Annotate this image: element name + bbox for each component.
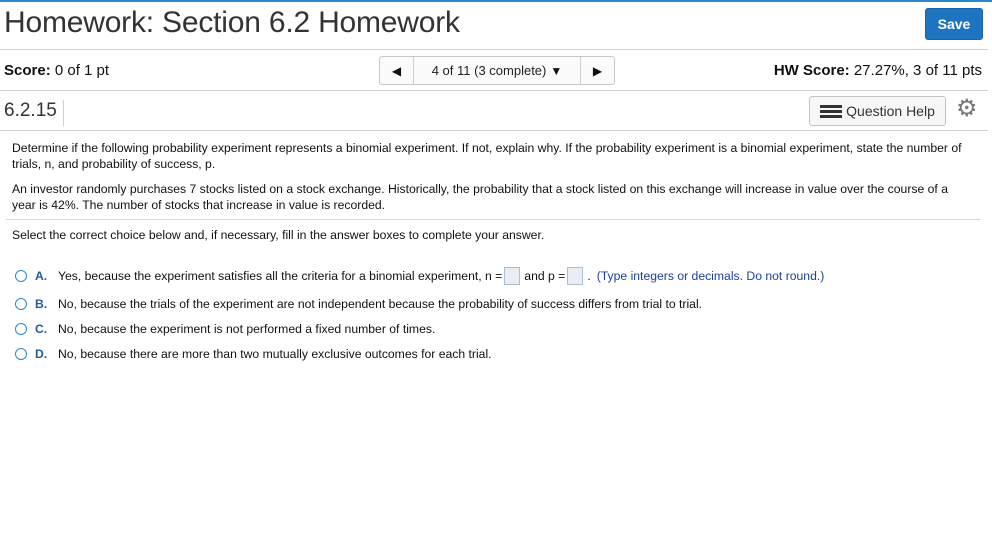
- page-title: Homework: Section 6.2 Homework: [4, 6, 460, 39]
- choice-a-letter: A.: [35, 269, 48, 283]
- list-icon: [820, 105, 842, 118]
- choice-d-radio[interactable]: [15, 348, 27, 360]
- question-header-divider: [0, 130, 988, 131]
- choice-b[interactable]: [15, 295, 702, 313]
- choice-b-letter: B.: [35, 297, 48, 311]
- caret-down-icon: ▼: [550, 63, 563, 78]
- previous-question-button[interactable]: [380, 57, 414, 84]
- choice-b-radio[interactable]: [15, 298, 27, 310]
- question-position: 4 of 11 (3 complete): [431, 63, 547, 78]
- p-answer-box[interactable]: [567, 267, 583, 285]
- choice-a[interactable]: [15, 267, 824, 285]
- header-divider: [0, 49, 988, 50]
- question-navigator: [379, 56, 615, 85]
- choice-c-letter: C.: [35, 322, 48, 336]
- choice-a-text-after: .: [587, 269, 591, 283]
- instructions-text: Determine if the following probability experiment represents a binomial experiment. If not, explain why. If the probability experiment is a binomial experiment, state the number of trials, n, and probability of success, p.: [12, 141, 962, 171]
- top-accent-line: [0, 0, 992, 2]
- save-button[interactable]: Save: [925, 8, 983, 40]
- choice-d-letter: D.: [35, 347, 48, 361]
- choice-a-text-mid: and p =: [524, 269, 566, 283]
- hw-score-value: 27.27%, 3 of 11 pts: [853, 62, 982, 79]
- choice-d[interactable]: [15, 345, 492, 363]
- next-question-button[interactable]: [580, 57, 614, 84]
- choice-b-text: No, because the trials of the experiment are not independent because the probability of success differs from trial to trial.: [58, 297, 703, 311]
- left-triangle-icon: ◀: [391, 63, 402, 78]
- choice-a-radio[interactable]: [15, 270, 27, 282]
- gear-icon[interactable]: ⚙: [956, 95, 978, 122]
- question-help-label: Question Help: [846, 103, 935, 119]
- choice-d-text: No, because there are more than two mutually exclusive outcomes for each trial.: [58, 347, 492, 361]
- prompt-divider: [6, 219, 980, 220]
- n-answer-box[interactable]: [504, 267, 520, 285]
- status-divider: [0, 90, 988, 91]
- right-triangle-icon: ▶: [592, 63, 603, 78]
- score-label: Score:: [4, 62, 51, 79]
- choice-c-radio[interactable]: [15, 323, 27, 335]
- question-help-button[interactable]: [809, 96, 946, 126]
- prompt-text: Select the correct choice below and, if necessary, fill in the answer boxes to complete your answer.: [12, 228, 545, 242]
- choice-c[interactable]: [15, 320, 435, 338]
- choice-a-text-before: Yes, because the experiment satisfies all the criteria for a binomial experiment, n =: [58, 269, 503, 283]
- question-number: 6.2.15: [4, 100, 64, 126]
- question-dropdown[interactable]: [414, 63, 580, 78]
- answer-format-hint: (Type integers or decimals. Do not round.): [596, 269, 825, 283]
- score-value: 0 of 1 pt: [54, 62, 110, 79]
- choice-c-text: No, because the experiment is not performed a fixed number of times.: [58, 322, 436, 336]
- hw-score-label: HW Score:: [773, 62, 850, 79]
- score: [4, 62, 109, 79]
- hw-score: [774, 62, 982, 79]
- scenario-text: An investor randomly purchases 7 stocks listed on a stock exchange. Historically, the probability that a stock listed on this exchange will increase in value over the course of a year is 42%. The number of stocks that increase in value is recorded.: [12, 182, 948, 212]
